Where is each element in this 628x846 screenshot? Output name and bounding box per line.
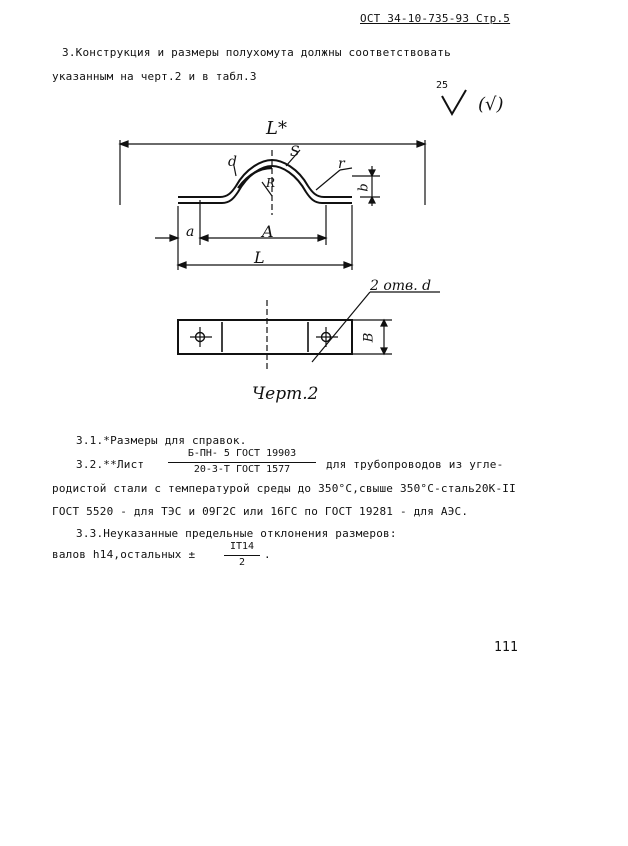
note-3-3: 3.3.Неуказанные предельные отклонения размеров: [76,527,397,540]
roughness-note: (√) [478,94,504,115]
dim-label-L-star: L* [266,118,287,139]
intro-line-1: 3.Конструкция и размеры полухомута должны соответствовать [62,46,451,59]
note-3-3-fraction-bar [224,555,260,556]
dim-label-A: A [262,222,274,241]
note-3-2-suffix: для трубопроводов из угле- [326,458,504,471]
note-3-2-line-2: родистой стали с температурой среды до 350°С,свыше 350°С-сталь20К-II [52,482,516,495]
dim-label-d: d [228,154,237,170]
note-3-3-numerator: IT14 [229,541,255,552]
note-3-2-denominator: 20-3-Т ГОСТ 1577 [193,464,291,475]
document-header: ОСТ 34-10-735-93 Стр.5 [360,12,511,25]
intro-line-2: указанным на черт.2 и в табл.3 [52,70,257,83]
dim-label-S: S [290,144,300,160]
drawing-caption: Черт.2 [252,384,319,404]
page-number: 111 [494,640,519,655]
dim-label-holes: 2 отв. d [370,278,432,294]
note-3-3-line-2: валов h14,остальных ± [52,548,196,561]
note-3-2-prefix: 3.2.**Лист [76,458,145,471]
note-3-3-end: . [264,548,271,561]
dim-label-R: R [266,176,276,190]
note-3-2-line-3: ГОСТ 5520 - для ТЭС и 09Г2С или 16ГС по ГОСТ 19281 - для АЭС. [52,505,469,518]
dim-label-a: a [186,224,195,240]
dim-label-L: L [254,248,265,267]
note-3-1: 3.1.*Размеры для справок. [76,434,247,447]
note-3-3-denominator: 2 [238,557,246,568]
note-3-2-fraction-bar [168,462,316,463]
dim-label-b: b [356,183,372,192]
dim-label-B: B [361,332,377,343]
note-3-2-numerator: Б-ПН- 5 ГОСТ 19903 [187,448,297,459]
dim-label-r: r [338,156,345,172]
roughness-value: 25 [436,80,449,91]
drawing-chert-2 [0,0,628,420]
